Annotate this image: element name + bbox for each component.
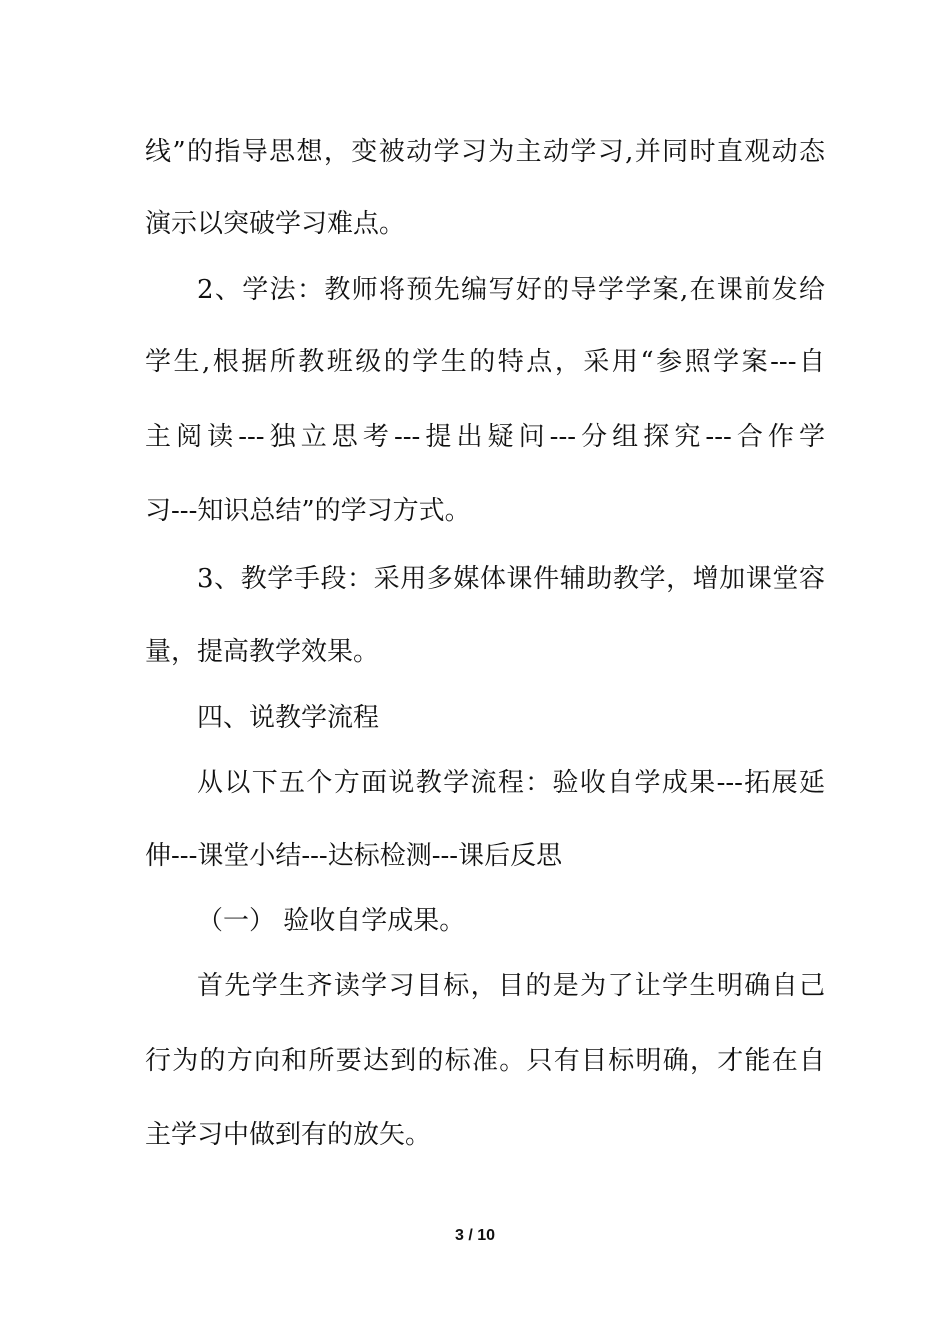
text-line: 行为的方向和所要达到的标准。只有目标明确，才能在自: [145, 1046, 825, 1076]
text-line: 演示以突破学习难点。: [145, 209, 406, 239]
page-number: 3 / 10: [454, 1227, 496, 1244]
text-line: 首先学生齐读学习目标，目的是为了让学生明确自己: [197, 971, 825, 1001]
text-line: 伸---课堂小结---达标检测---课后反思: [145, 841, 563, 871]
text-line: 主阅读---独立思考---提出疑问---分组探究---合作学: [145, 422, 825, 452]
text-line: 3、教学手段：采用多媒体课件辅助教学，增加课堂容: [197, 564, 825, 594]
section-heading: 四、说教学流程: [197, 703, 380, 733]
text-line: 线”的指导思想，变被动学习为主动学习,并同时直观动态: [145, 137, 825, 167]
text-line: 主学习中做到有的放矢。: [145, 1120, 432, 1150]
text-line: 2、学法：教师将预先编写好的导学学案,在课前发给: [197, 275, 825, 305]
text-line: 习---知识总结”的学习方式。: [145, 496, 471, 526]
text-line: 从以下五个方面说教学流程：验收自学成果---拓展延: [197, 768, 825, 798]
text-line: 量，提高教学效果。: [145, 637, 380, 667]
text-line: 学生,根据所教班级的学生的特点，采用“参照学案---自: [145, 347, 825, 377]
subsection-heading: （一） 验收自学成果。: [197, 906, 466, 936]
